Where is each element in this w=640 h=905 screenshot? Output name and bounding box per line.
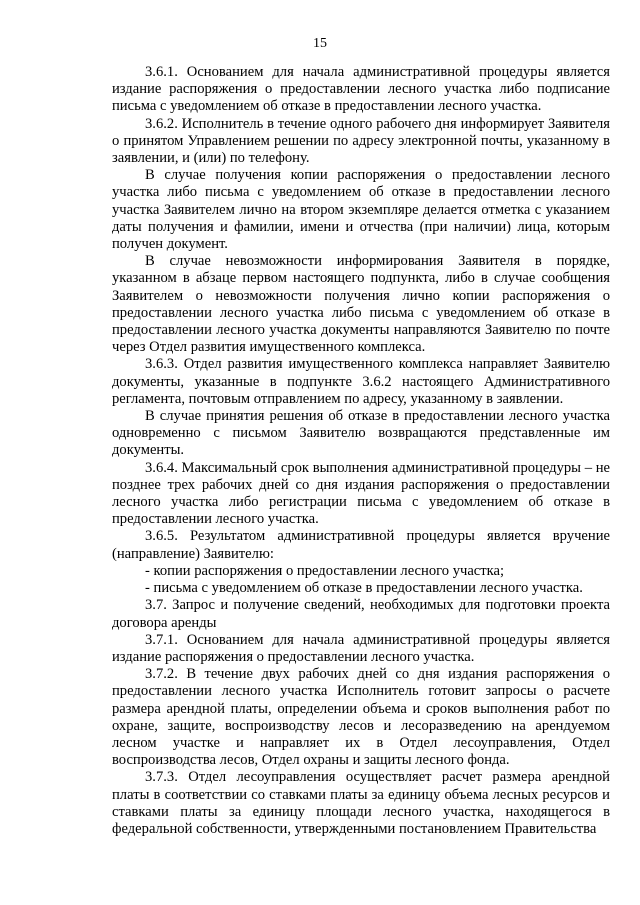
paragraph-3-6-4: 3.6.4. Максимальный срок выполнения административной процедуры – не позднее трех рабочих дней со дня издания распоряжения о предоставлении лесного участка либо регистрации письма с уведомлением об отказе в предоставлении лесного участка.	[112, 459, 610, 528]
paragraph-impossible-to-inform: В случае невозможности информирования Заявителя в порядке, указанном в абзаце первом настоящего подпункта, либо в случае сообщения Заявителем о невозможности получения лично копии распоряжения о предоставлении лесного участка либо письма с уведомлением об отказе в предоставлении лесного участка документы направляются Заявителю по почте через Отдел развития имущественного комплекса.	[112, 253, 610, 356]
list-item: - копии распоряжения о предоставлении лесного участка;	[145, 562, 505, 579]
paragraph-3-6-1: 3.6.1. Основанием для начала административной процедуры является издание распоряжения о предоставлении лесного участка либо подписание письма с уведомлением об отказе в предоставлении лесного участка.	[112, 64, 610, 115]
paragraph-refusal-documents-returned: В случае принятия решения об отказе в предоставлении лесного участка одновременно с письмом Заявителю возвращаются представленные им документы.	[112, 408, 610, 459]
paragraph-3-6-3: 3.6.3. Отдел развития имущественного комплекса направляет Заявителю документы, указанные в подпункте 3.6.2 настоящего Административного регламента, почтовым отправлением по адресу, указанному в заявлении.	[112, 356, 610, 407]
section-heading-3-7: 3.7. Запрос и получение сведений, необходимых для подготовки проекта договора аренды	[112, 597, 610, 631]
document-body	[112, 64, 610, 838]
paragraph-3-7-3: 3.7.3. Отдел лесоуправления осуществляет расчет размера арендной платы в соответствии со ставками платы за единицу объема лесных ресурсов и ставками платы за единицу площади лесного участка, находящегося в федеральной собственности, утвержденными постановлением Правительства	[112, 769, 610, 837]
paragraph-3-6-5: 3.6.5. Результатом административной процедуры является вручение (направление) Заявителю:	[112, 528, 610, 562]
page-number: 15	[313, 36, 327, 51]
paragraph-3-7-2: 3.7.2. В течение двух рабочих дней со дня издания распоряжения о предоставлении лесного участка Исполнитель готовит запросы о расчете размера арендной платы, определении объема и сроков выполнения работ по охране, защите, воспроизводству лесов и лесоразведению на арендуемом лесном участке и направляет их в Отдел лесоуправления, Отдел воспроизводства лесов, Отдел охраны и защиты лесного фонда.	[112, 666, 610, 769]
list-item: - письма с уведомлением об отказе в предоставлении лесного участка.	[145, 580, 583, 597]
paragraph-3-7-1: 3.7.1. Основанием для начала административной процедуры является издание распоряжения о предоставлении лесного участка.	[112, 631, 610, 665]
paragraph-3-6-2: 3.6.2. Исполнитель в течение одного рабочего дня информирует Заявителя о принятом Управлением решении по адресу электронной почты, указанному в заявлении, и (или) по телефону.	[112, 115, 610, 167]
paragraph-receipt-in-person: В случае получения копии распоряжения о предоставлении лесного участка либо письма с уведомлением об отказе в предоставлении лесного участка Заявителем лично на втором экземпляре делается отметка с указанием даты получения и фамилии, имени и отчества (при наличии) лица, которым получен документ.	[112, 167, 610, 253]
